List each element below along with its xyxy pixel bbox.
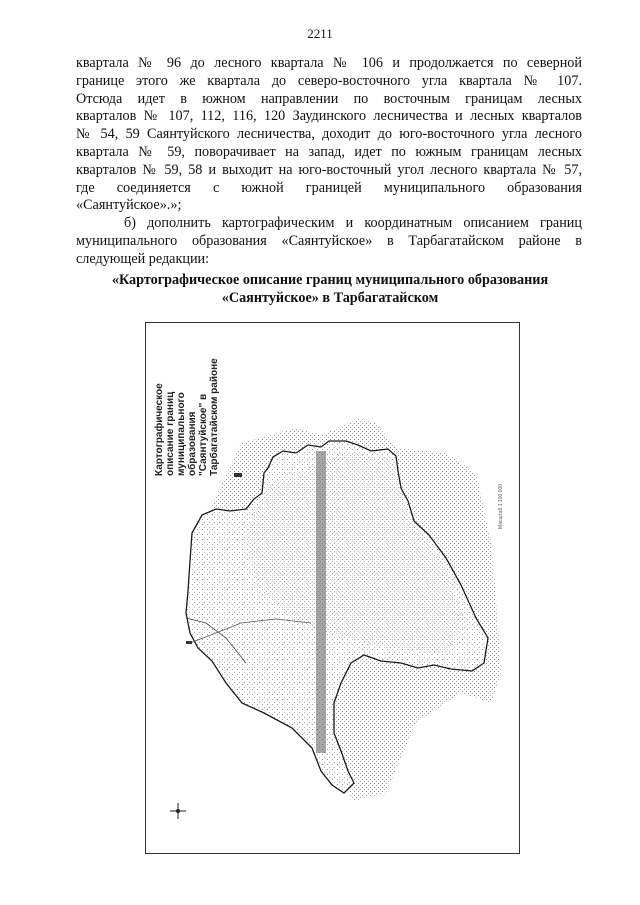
- text-line: муниципального образования «Саянтуйское» в Тарбагатайском районе в: [76, 232, 582, 249]
- text-line: квартала № 96 до лесного квартала № 106 и продолжается по северной: [76, 55, 582, 71]
- legend-line: описание границ: [165, 391, 176, 476]
- text-line: кварталов № 59, 58 и выходит на юго-восточный угол лесного квартала № 57,: [76, 161, 582, 178]
- text-line: Отсюда идет в южном направлении по восточным границам лесных: [76, 90, 582, 107]
- text-line: № 54, 59 Саянтуйского лесничества, доходит до юго-восточного угла лесного: [76, 126, 582, 143]
- map-scale-text: Масштаб 1:100 000: [498, 483, 504, 529]
- settlement-mark: [186, 641, 192, 644]
- text-line: следующей редакции:: [76, 250, 210, 267]
- heading-line: «Саянтуйское» в Тарбагатайском: [221, 289, 439, 306]
- legend-line: образования: [187, 411, 198, 476]
- legend-line: "Саянтуйское" в: [198, 393, 209, 476]
- heading-line: «Картографическое описание границ муниципального образования: [111, 272, 549, 288]
- legend-line: Картографическое: [154, 383, 165, 476]
- section-heading: [60, 272, 600, 308]
- north-arrow-icon: [170, 803, 186, 819]
- text-line: квартала № 59, поворачивает на запад, идет по южным границам лесных: [76, 143, 582, 160]
- text-line: «Саянтуйское».»;: [76, 197, 182, 214]
- text-line: границе этого же квартала до северо-восточного угла квартала № 107.: [76, 72, 582, 89]
- page-number: 2211: [307, 26, 333, 41]
- map-legend: [152, 358, 282, 476]
- text-line: б) дополнить картографическим и координатным описанием границ: [124, 215, 582, 232]
- map-band: [316, 451, 326, 753]
- legend-line: Тарбагатайском районе: [209, 358, 220, 476]
- text-line: где соединяется с южной границей муниципального образования: [76, 179, 582, 196]
- legend-line: муниципального: [176, 392, 187, 476]
- text-line: кварталов № 107, 112, 116, 120 Заудинского лесничества и лесных кварталов: [76, 108, 582, 125]
- paragraph-a: [76, 55, 582, 269]
